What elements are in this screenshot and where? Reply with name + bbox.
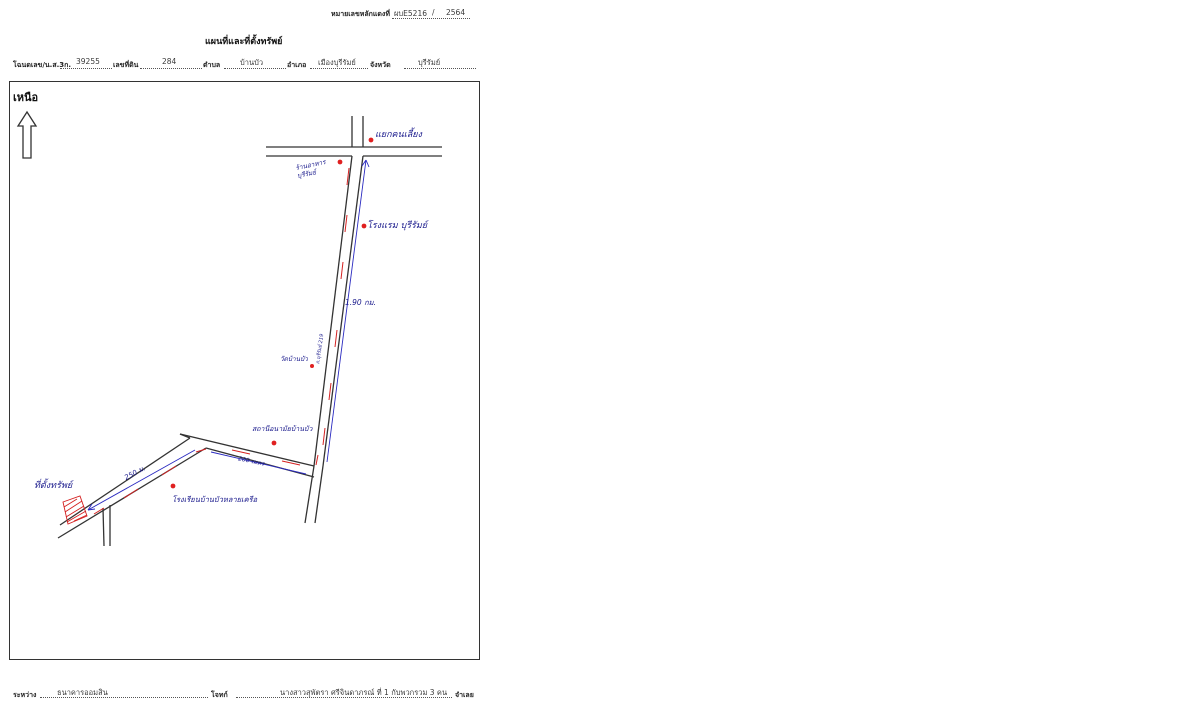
location-map xyxy=(0,0,492,709)
hotel-marker xyxy=(362,224,367,229)
province-label: จังหวัด xyxy=(370,61,391,69)
land-no-label: เลขที่ดิน xyxy=(113,61,139,69)
title-deed-label: โฉนดเลข/น.ส.3ก. xyxy=(13,61,72,69)
label-distance-mid: 200 เมตร xyxy=(237,455,265,468)
plaintiff-role-label: โจทก์ xyxy=(211,691,228,699)
station-marker xyxy=(272,441,277,446)
label-distance-main: 1.90 กม. xyxy=(345,298,376,307)
label-school: โรงเรียนบ้านบัวหลายเครือ xyxy=(172,495,258,504)
temple-marker xyxy=(310,364,314,368)
label-intersection: แยกคนเลี้ยง xyxy=(375,130,422,140)
road-secondary xyxy=(58,434,314,546)
defendant-value: นางสาวสุพัตรา ศรีจินดาภรณ์ ที่ 1 กับพวกรวม 3 คน xyxy=(280,688,448,697)
district-value: เมืองบุรีรัมย์ xyxy=(318,58,356,67)
district-label: อำเภอ xyxy=(287,61,307,69)
plaintiff-underline xyxy=(40,697,208,698)
label-hotel: โรงแรม บุรีรัมย์ xyxy=(367,221,428,231)
intersection-marker xyxy=(369,138,374,143)
title-deed-value: 39255 xyxy=(76,57,100,66)
label-road-name: ถ.บุรีรัมย์ 219 xyxy=(315,333,326,365)
plaintiff-value: ธนาคารออมสิน xyxy=(57,688,108,697)
label-station: สถานีอนามัยบ้านบัว xyxy=(252,425,313,433)
road-main xyxy=(305,156,363,523)
north-arrow-icon xyxy=(18,112,36,158)
route-blue-line xyxy=(88,160,369,510)
page-title: แผนที่และที่ตั้งทรัพย์ xyxy=(205,37,283,47)
label-shop: ร้านอาหาร บุรีรัมย์ xyxy=(294,157,327,180)
school-marker xyxy=(171,484,176,489)
shop-marker xyxy=(338,160,343,165)
document-page xyxy=(0,0,492,709)
subdistrict-value: บ้านบัว xyxy=(240,58,264,67)
deed-number-value: ผบE5216 xyxy=(394,9,427,18)
province-value: บุรีรัมย์ xyxy=(418,58,441,67)
land-no-value: 284 xyxy=(162,57,177,66)
subdistrict-label: ตำบล xyxy=(203,61,221,69)
deed-year-value: 2564 xyxy=(446,8,466,17)
route-red-arrows xyxy=(94,168,349,514)
label-distance-end: 250 ม. xyxy=(123,464,147,482)
label-property: ที่ตั้งทรัพย์ xyxy=(34,481,73,491)
label-temple: วัดบ้านบัว xyxy=(280,355,308,363)
defendant-role-label: จำเลย xyxy=(455,691,474,699)
deed-number-label: หมายเลขหลักแดงที่ xyxy=(331,10,390,18)
deed-number-separator: / xyxy=(432,8,435,17)
north-label: เหนือ xyxy=(13,91,39,104)
between-label: ระหว่าง xyxy=(13,691,37,699)
defendant-underline xyxy=(236,697,452,698)
